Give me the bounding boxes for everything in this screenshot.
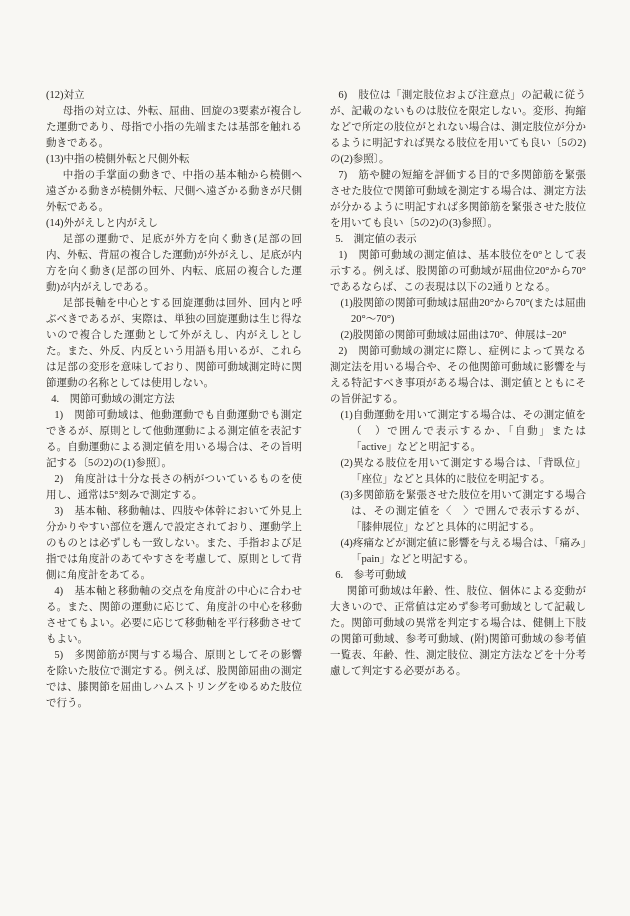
numbered-item: 5) 多関節筋が関与する場合、原則としてその影響を除いた肢位で測定する。例えば、股関節屈曲の測定では、膝関節を屈曲しハムストリングをゆるめた肢位で行う。 [46,650,302,709]
numbered-item: 1) 関節可動域の測定値は、基本肢位を0°として表示する。例えば、股関節の可動域が屈曲位20°から70°であるならば、この表現は以下の2通りとなる。 [330,250,586,293]
item-label: (12)対立 [46,90,85,101]
numbered-item: 3) 基本軸、移動軸は、四肢や体幹において外見上分かりやすい部位を選んで設定されており、運動学上のものとは必ずしも一致しない。また、手指および足指では角度計のあてやすさを考慮して、原則として背側に角度計をあてる。 [46,506,302,581]
sub-item: (1)自動運動を用いて測定する場合は、その測定値を（ ）で囲んで表示するか、「自動」または「active」などと明記する。 [340,410,586,453]
right-column [330,88,586,712]
numbered-item: 2) 角度計は十分な長さの柄がついているものを使用し、通常は5°刻みで測定する。 [46,474,302,501]
left-column [46,88,302,712]
numbered-item: 6) 肢位は「測定肢位および注意点」の記載に従うが、記載のないものは肢位を限定しない。変形、拘縮などで所定の肢位がとれない場合は、測定肢位が分かるように明記すれば異なる肢位を用いても良い〔5の2)の(2)参照〕。 [330,90,586,165]
sub-item: (2)異なる肢位を用いて測定する場合は、「背臥位」「座位」などと具体的に肢位を明記する。 [340,458,586,485]
two-column-layout [46,88,586,712]
section-heading: 6. 参考可動域 [335,570,407,581]
sub-item: (1)股関節の関節可動域は屈曲20°から70°(または屈曲20°〜70°) [340,298,586,325]
sub-item: (2)股関節の関節可動域は屈曲は70°、伸展は−20° [340,330,567,341]
numbered-item: 1) 関節可動域は、他動運動でも自動運動でも測定できるが、原則として他動運動による測定値を表記する。自動運動による測定値を用いる場合は、その旨明記する〔5の2)の(1)参照〕。 [46,410,302,469]
paragraph: 中指の手掌面の動きで、中指の基本軸から橈側へ遠ざかる動きが橈側外転、尺側へ遠ざかる動きが尺側外転である。 [46,170,302,213]
item-label: (14)外がえしと内がえし [46,218,158,229]
item-label: (13)中指の橈側外転と尺側外転 [46,154,190,165]
numbered-item: 4) 基本軸と移動軸の交点を角度計の中心に合わせる。また、関節の運動に応じて、角度計の中心を移動させてもよい。必要に応じて移動軸を平行移動させてもよい。 [46,586,302,645]
sub-item: (4)疼痛などが測定値に影響を与える場合は、「痛み」「pain」などと明記する。 [340,538,586,565]
sub-item: (3)多関節筋を緊張させた肢位を用いて測定する場合は、その測定値を〈 〉で囲んで表示するが、「膝伸展位」などと具体的に明記する。 [340,490,586,533]
paragraph: 足部の運動で、足底が外方を向く動き(足部の回内、外転、背屈の複合した運動)が外がえし、足底が内方を向く動き(足部の回外、内転、底屈の複合した運動)が内がえしである。 [46,234,302,293]
numbered-item: 2) 関節可動域の測定に際し、症例によって異なる測定法を用いる場合や、その他関節可動域に影響を与える特記すべき事項がある場合は、測定値とともにその旨併記する。 [330,346,586,405]
numbered-item: 7) 筋や腱の短縮を評価する目的で多関節筋を緊張させた肢位で関節可動域を測定する場合は、測定方法が分かるように明記すれば多関節筋を緊張させた肢位を用いても良い〔5の2)の(3)参照〕。 [330,170,586,229]
section-heading: 5. 測定値の表示 [335,234,417,245]
paragraph: 足部長軸を中心とする回旋運動は回外、回内と呼ぶべきであるが、実際は、単独の回旋運動は生じ得ないので複合した運動として外がえし、内がえしとした。また、外反、内反という用語も用いるが、これらは足部の変形を意味しており、関節可動域測定時に関節運動の名称としては使用しない。 [46,298,302,389]
paragraph: 母指の対立は、外転、屈曲、回旋の3要素が複合した運動であり、母指で小指の先端または基部を触れる動きである。 [46,106,302,149]
paragraph: 関節可動域は年齢、性、肢位、個体による変動が大きいので、正常値は定めず参考可動域として記載した。関節可動域の異常を判定する場合は、健側上下肢の関節可動域、参考可動域、(附)関節可動域の参考値一覧表、年齢、性、測定肢位、測定方法などを十分考慮して判定する必要がある。 [330,586,586,677]
section-heading: 4. 関節可動域の測定方法 [51,394,175,405]
